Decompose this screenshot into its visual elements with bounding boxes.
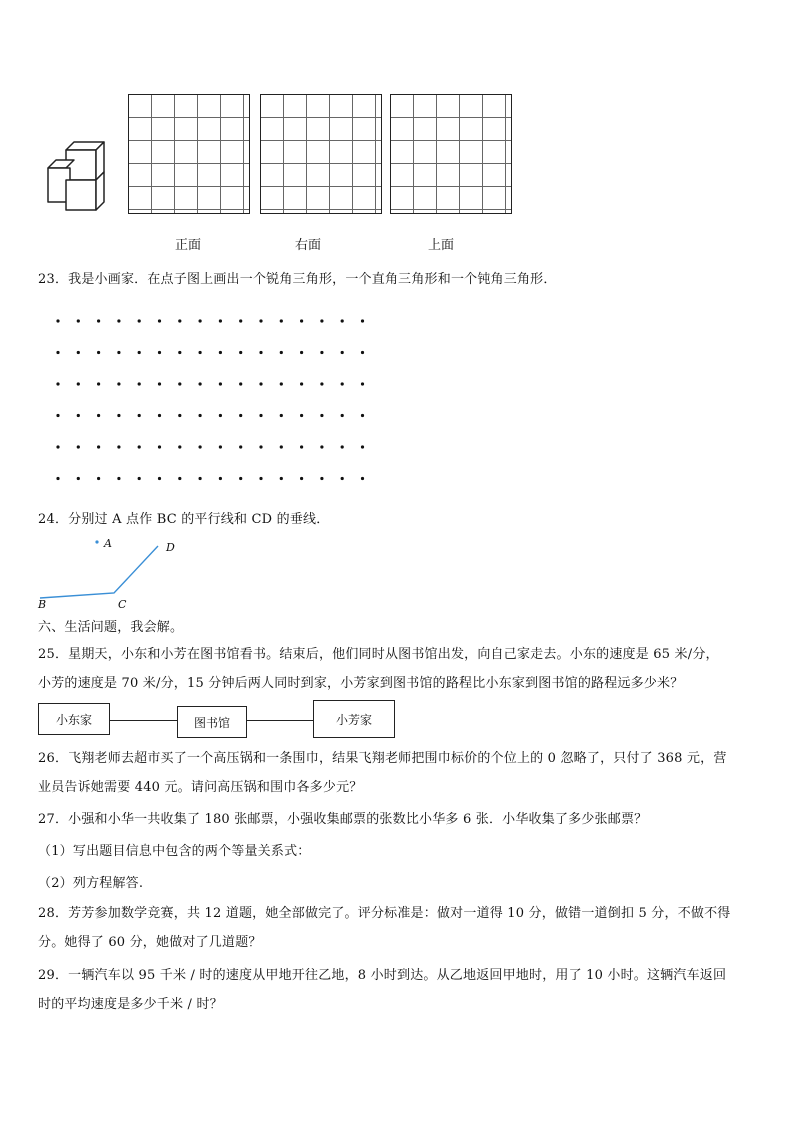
grid-dot[interactable] bbox=[320, 477, 323, 480]
grid-dot[interactable] bbox=[361, 382, 364, 385]
grid-dot[interactable] bbox=[259, 319, 262, 322]
grid-dot[interactable] bbox=[158, 319, 161, 322]
grid-dot[interactable] bbox=[219, 477, 222, 480]
grid-dot[interactable] bbox=[341, 445, 344, 448]
grid-dot[interactable] bbox=[259, 382, 262, 385]
grid-dot[interactable] bbox=[77, 445, 80, 448]
connector-right bbox=[246, 720, 313, 721]
box-xiaofang-home: 小芳家 bbox=[313, 700, 395, 738]
question-28-line-1: 28．芳芳参加数学竞赛，共 12 道题，她全部做完了。评分标准是：做对一道得 10 分，做错一道倒扣 5 分，不做不得 bbox=[38, 906, 731, 921]
grid-dot[interactable] bbox=[77, 382, 80, 385]
grid-dot[interactable] bbox=[97, 445, 100, 448]
grid-dot[interactable] bbox=[361, 414, 364, 417]
grid-dot[interactable] bbox=[97, 414, 100, 417]
grid-dot[interactable] bbox=[239, 445, 242, 448]
grid-dot[interactable] bbox=[320, 351, 323, 354]
grid-dot[interactable] bbox=[361, 351, 364, 354]
grid-dot[interactable] bbox=[178, 445, 181, 448]
grid-dot[interactable] bbox=[300, 414, 303, 417]
grid-dot[interactable] bbox=[320, 319, 323, 322]
question-26-line-2: 业员告诉她需要 440 元。请问高压锅和围巾各多少元？ bbox=[38, 780, 363, 795]
grid-dot[interactable] bbox=[97, 477, 100, 480]
grid-dot[interactable] bbox=[97, 319, 100, 322]
grid-dot[interactable] bbox=[77, 351, 80, 354]
cube-stack-figure bbox=[44, 138, 114, 214]
grid-dot[interactable] bbox=[138, 477, 141, 480]
grid-dot[interactable] bbox=[300, 382, 303, 385]
label-b: B bbox=[38, 598, 47, 611]
grid-dot[interactable] bbox=[178, 319, 181, 322]
grid-dot[interactable] bbox=[259, 445, 262, 448]
grid-dot[interactable] bbox=[341, 351, 344, 354]
grid-dot[interactable] bbox=[259, 477, 262, 480]
grid-dot[interactable] bbox=[259, 351, 262, 354]
grid-dot[interactable] bbox=[117, 414, 120, 417]
grid-dot[interactable] bbox=[280, 445, 283, 448]
box-library: 图书馆 bbox=[177, 706, 247, 738]
grid-dot[interactable] bbox=[361, 477, 364, 480]
grid-dot[interactable] bbox=[300, 477, 303, 480]
grid-dot[interactable] bbox=[178, 382, 181, 385]
label-c: C bbox=[118, 598, 127, 611]
dot-grid[interactable] bbox=[50, 312, 370, 484]
grid-dot[interactable] bbox=[219, 319, 222, 322]
grid-dot[interactable] bbox=[117, 445, 120, 448]
grid-dot[interactable] bbox=[138, 382, 141, 385]
grid-dot[interactable] bbox=[300, 351, 303, 354]
grid-dot[interactable] bbox=[56, 319, 59, 322]
front-view-caption: 正面 bbox=[175, 238, 202, 253]
grid-dot[interactable] bbox=[320, 382, 323, 385]
question-27-part-2: （2）列方程解答. bbox=[38, 876, 144, 891]
grid-dot[interactable] bbox=[219, 445, 222, 448]
grid-dot[interactable] bbox=[280, 414, 283, 417]
section-6-heading: 六、生活问题，我会解。 bbox=[38, 620, 184, 635]
grid-dot[interactable] bbox=[178, 351, 181, 354]
grid-dot[interactable] bbox=[56, 477, 59, 480]
grid-dot[interactable] bbox=[199, 445, 202, 448]
grid-dot[interactable] bbox=[77, 414, 80, 417]
top-view-grid[interactable] bbox=[390, 94, 512, 214]
grid-dot[interactable] bbox=[56, 351, 59, 354]
question-23: 23．我是小画家．在点子图上画出一个锐角三角形，一个直角三角形和一个钝角三角形． bbox=[38, 272, 557, 287]
box-xiaodong-home: 小东家 bbox=[38, 703, 110, 735]
grid-dot[interactable] bbox=[219, 351, 222, 354]
grid-dot[interactable] bbox=[239, 319, 242, 322]
grid-dot[interactable] bbox=[77, 477, 80, 480]
grid-dot[interactable] bbox=[280, 382, 283, 385]
grid-dot[interactable] bbox=[117, 382, 120, 385]
question-29-line-1: 29．一辆汽车以 95 千米 / 时的速度从甲地开往乙地，8 小时到达。从乙地返回甲地时，用了 10 小时。这辆汽车返回 bbox=[38, 968, 727, 983]
grid-dot[interactable] bbox=[320, 445, 323, 448]
top-view-caption: 上面 bbox=[428, 238, 455, 253]
grid-dot[interactable] bbox=[158, 351, 161, 354]
grid-dot[interactable] bbox=[77, 319, 80, 322]
question-27-part-1: （1）写出题目信息中包含的两个等量关系式： bbox=[38, 844, 311, 859]
label-d: D bbox=[166, 541, 175, 554]
grid-dot[interactable] bbox=[280, 319, 283, 322]
grid-dot[interactable] bbox=[138, 414, 141, 417]
question-25-line-1: 25．星期天，小东和小芳在图书馆看书。结束后，他们同时从图书馆出发，向自己家走去。小东的速度是 65 米/分， bbox=[38, 647, 719, 662]
question-27: 27．小强和小华一共收集了 180 张邮票，小强收集邮票的张数比小华多 6 张．小华收集了多少张邮票？ bbox=[38, 812, 648, 827]
grid-dot[interactable] bbox=[199, 477, 202, 480]
right-view-grid[interactable] bbox=[260, 94, 382, 214]
grid-dot[interactable] bbox=[239, 382, 242, 385]
front-view-grid[interactable] bbox=[128, 94, 250, 214]
grid-dot[interactable] bbox=[280, 477, 283, 480]
grid-dot[interactable] bbox=[361, 319, 364, 322]
grid-dot[interactable] bbox=[178, 477, 181, 480]
grid-dot[interactable] bbox=[56, 445, 59, 448]
grid-dot[interactable] bbox=[158, 382, 161, 385]
grid-dot[interactable] bbox=[97, 382, 100, 385]
grid-dot[interactable] bbox=[300, 445, 303, 448]
question-26-line-1: 26．飞翔老师去超市买了一个高压锅和一条围巾，结果飞翔老师把围巾标价的个位上的 0 忽略了，只付了 368 元，营 bbox=[38, 751, 727, 766]
label-a: A bbox=[104, 537, 112, 550]
question-28-line-2: 分。她得了 60 分，她做对了几道题？ bbox=[38, 935, 262, 950]
grid-dot[interactable] bbox=[341, 319, 344, 322]
connector-left bbox=[109, 720, 177, 721]
grid-dot[interactable] bbox=[199, 382, 202, 385]
grid-dot[interactable] bbox=[259, 414, 262, 417]
grid-dot[interactable] bbox=[178, 414, 181, 417]
grid-dot[interactable] bbox=[300, 319, 303, 322]
grid-dot[interactable] bbox=[280, 351, 283, 354]
grid-dot[interactable] bbox=[56, 382, 59, 385]
grid-dot[interactable] bbox=[117, 477, 120, 480]
grid-dot[interactable] bbox=[138, 445, 141, 448]
right-view-caption: 右面 bbox=[295, 238, 322, 253]
grid-dot[interactable] bbox=[138, 319, 141, 322]
question-24: 24．分别过 A 点作 BC 的平行线和 CD 的垂线． bbox=[38, 512, 330, 527]
grid-dot[interactable] bbox=[117, 319, 120, 322]
grid-dot[interactable] bbox=[117, 351, 120, 354]
grid-dot[interactable] bbox=[138, 351, 141, 354]
grid-dot[interactable] bbox=[320, 414, 323, 417]
grid-dot[interactable] bbox=[199, 414, 202, 417]
grid-dot[interactable] bbox=[341, 382, 344, 385]
grid-dot[interactable] bbox=[341, 477, 344, 480]
grid-dot[interactable] bbox=[199, 351, 202, 354]
grid-dot[interactable] bbox=[199, 319, 202, 322]
grid-dot[interactable] bbox=[239, 351, 242, 354]
grid-dot[interactable] bbox=[158, 445, 161, 448]
grid-dot[interactable] bbox=[361, 445, 364, 448]
grid-dot[interactable] bbox=[219, 414, 222, 417]
grid-dot[interactable] bbox=[239, 414, 242, 417]
grid-dot[interactable] bbox=[341, 414, 344, 417]
grid-dot[interactable] bbox=[158, 477, 161, 480]
question-29-line-2: 时的平均速度是多少千米 / 时？ bbox=[38, 997, 223, 1012]
point-a-dot bbox=[95, 540, 98, 543]
grid-dot[interactable] bbox=[97, 351, 100, 354]
question-25-line-2: 小芳的速度是 70 米/分，15 分钟后两人同时到家，小芳家到图书馆的路程比小东家到图书馆的路程远多少米？ bbox=[38, 676, 684, 691]
line-bcd bbox=[40, 546, 158, 598]
grid-dot[interactable] bbox=[56, 414, 59, 417]
grid-dot[interactable] bbox=[239, 477, 242, 480]
grid-dot[interactable] bbox=[158, 414, 161, 417]
grid-dot[interactable] bbox=[219, 382, 222, 385]
